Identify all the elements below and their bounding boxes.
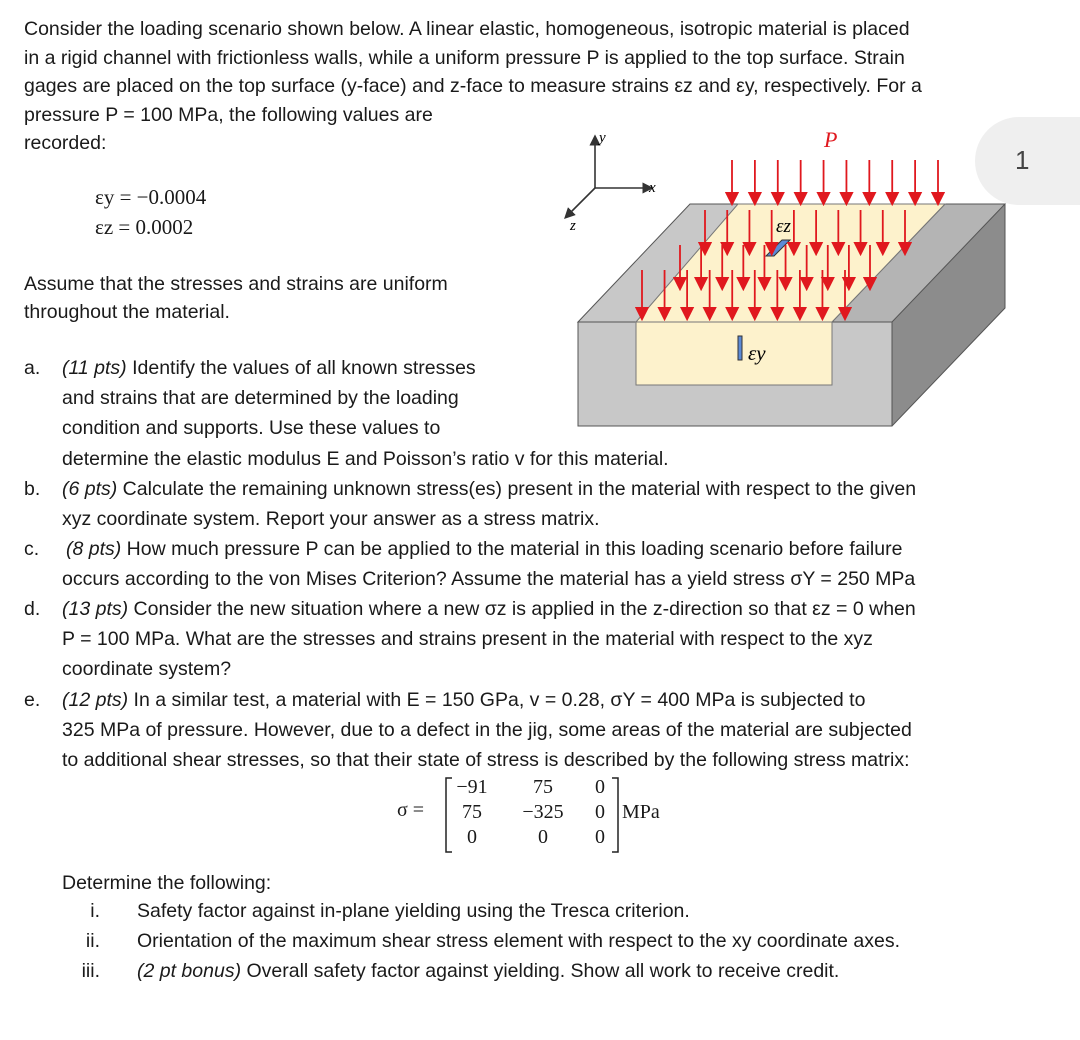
load-label-p: P bbox=[824, 127, 838, 152]
intro-line-3: gages are placed on the top surface (y-face) and z-face to measure strains εz and εy, respectively. For a bbox=[24, 75, 922, 97]
part-b-letter: b. bbox=[24, 478, 41, 500]
item-ii-text: Orientation of the maximum shear stress element with respect to the xy coordinate axes. bbox=[137, 930, 901, 952]
matrix-r0c0: −91 bbox=[456, 776, 488, 798]
part-b-line-1 bbox=[62, 475, 916, 504]
part-c-points: (8 pts) bbox=[66, 538, 122, 560]
gage-y-label: εy bbox=[748, 341, 766, 365]
part-b-text-1: Calculate the remaining unknown stress(es) present in the material with respect to the given bbox=[117, 478, 917, 500]
material-front-face bbox=[636, 322, 832, 385]
matrix-r0c1: 75 bbox=[533, 776, 553, 798]
intro-line-5: recorded: bbox=[24, 132, 107, 154]
matrix-r1c0: 75 bbox=[462, 801, 482, 823]
part-a-line-3: condition and supports. Use these values to bbox=[62, 417, 441, 439]
part-d-text-1: Consider the new situation where a new σz is applied in the z-direction so that εz = 0 when bbox=[128, 598, 916, 620]
part-a-letter: a. bbox=[24, 357, 41, 379]
gage-y bbox=[738, 336, 742, 360]
coordinate-axes bbox=[568, 140, 648, 215]
item-iii-text: Overall safety factor against yielding. Show all work to receive credit. bbox=[241, 960, 840, 982]
part-e-line-1 bbox=[62, 686, 865, 715]
part-e-letter: e. bbox=[24, 689, 41, 711]
assume-line-1: Assume that the stresses and strains are uniform bbox=[24, 273, 448, 295]
matrix-unit: MPa bbox=[622, 801, 660, 823]
strain-ez: εz = 0.0002 bbox=[95, 215, 194, 239]
matrix-r1c1: −325 bbox=[522, 801, 564, 823]
matrix-lhs: σ = bbox=[397, 799, 425, 821]
page-number: 1 bbox=[1015, 145, 1030, 175]
item-iii-bonus: (2 pt bonus) bbox=[137, 960, 242, 982]
part-d-points: (13 pts) bbox=[62, 598, 129, 620]
assume-line-2: throughout the material. bbox=[24, 301, 230, 323]
part-a-line-2: and strains that are determined by the loading bbox=[62, 387, 459, 409]
part-b-line-2: xyz coordinate system. Report your answer as a stress matrix. bbox=[62, 508, 600, 530]
matrix-r0c2: 0 bbox=[595, 776, 605, 798]
part-c-text-1: How much pressure P can be applied to the material in this loading scenario before failure bbox=[121, 538, 903, 560]
part-c-line-1 bbox=[66, 535, 902, 564]
matrix-r2c1: 0 bbox=[538, 826, 548, 848]
part-e-line-3: to additional shear stresses, so that their state of stress is described by the following stress matrix: bbox=[62, 749, 910, 771]
item-ii-number: ii. bbox=[85, 930, 100, 952]
intro-line-4: pressure P = 100 MPa, the following values are bbox=[24, 103, 433, 126]
part-a-points: (11 pts) bbox=[62, 357, 127, 379]
item-iii-number: iii. bbox=[81, 960, 100, 982]
part-b-points: (6 pts) bbox=[62, 478, 118, 500]
part-a-text-1: Identify the values of all known stresses bbox=[126, 357, 476, 379]
axis-y-label: y bbox=[599, 130, 606, 146]
loading-figure bbox=[550, 118, 1010, 438]
part-e-points: (12 pts) bbox=[62, 689, 129, 711]
gage-z-label: εz bbox=[776, 216, 791, 237]
part-d-line-1 bbox=[62, 595, 916, 624]
matrix-r2c0: 0 bbox=[467, 826, 477, 848]
intro-line-1: Consider the loading scenario shown below. A linear elastic, homogeneous, isotropic material is placed bbox=[24, 18, 910, 40]
determine-heading: Determine the following: bbox=[62, 872, 272, 894]
strain-ey: εy = −0.0004 bbox=[95, 185, 207, 209]
part-d-line-2: P = 100 MPa. What are the stresses and strains present in the material with respect to the xyz bbox=[62, 628, 873, 650]
part-a-line-4: determine the elastic modulus E and Poisson’s ratio v for this material. bbox=[62, 448, 669, 470]
part-a-line-1 bbox=[62, 354, 476, 383]
axis-x-label: x bbox=[649, 180, 656, 196]
item-i-number: i. bbox=[90, 900, 100, 922]
part-c-line-2: occurs according to the von Mises Criterion? Assume the material has a yield stress σY = 250 MPa bbox=[62, 568, 916, 590]
item-iii-line bbox=[137, 957, 839, 986]
item-i-text: Safety factor against in-plane yielding using the Tresca criterion. bbox=[137, 900, 690, 922]
part-c-letter: c. bbox=[24, 538, 40, 560]
axis-z-label: z bbox=[570, 218, 576, 234]
matrix-r1c2: 0 bbox=[595, 801, 605, 823]
part-d-letter: d. bbox=[24, 598, 41, 620]
part-e-line-2: 325 MPa of pressure. However, due to a defect in the jig, some areas of the material are subjected bbox=[62, 719, 912, 741]
matrix-r2c2: 0 bbox=[595, 826, 605, 848]
part-d-line-3: coordinate system? bbox=[62, 658, 232, 680]
intro-line-2: in a rigid channel with frictionless walls, while a uniform pressure P is applied to the top surface. Strain bbox=[24, 46, 905, 69]
part-e-text-1: In a similar test, a material with E = 150 GPa, v = 0.28, σY = 400 MPa is subjected to bbox=[128, 689, 866, 711]
